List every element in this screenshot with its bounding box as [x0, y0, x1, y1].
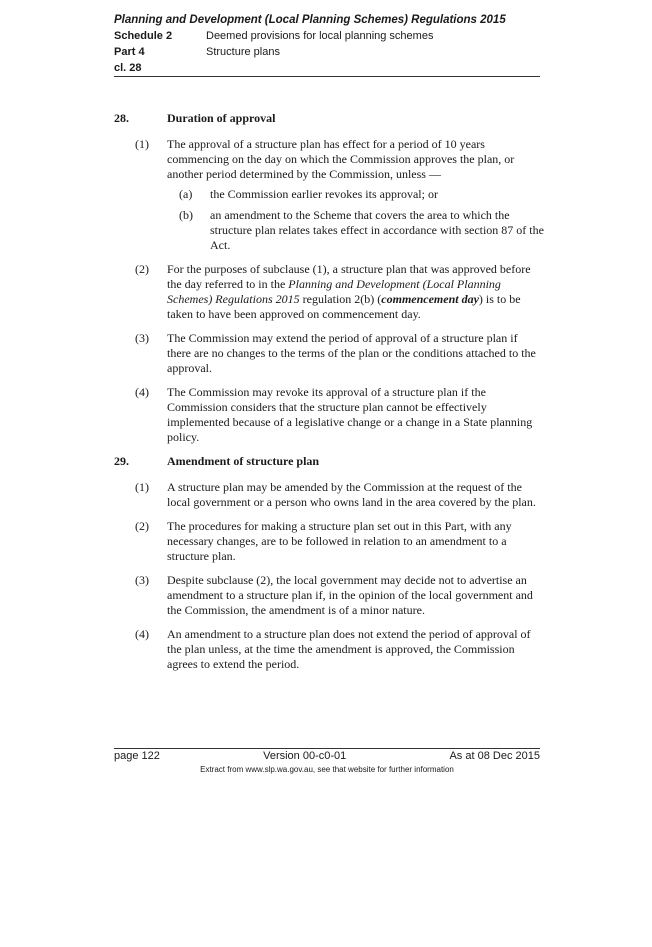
- header-clause-label: cl. 28: [114, 62, 142, 74]
- clause-title: Amendment of structure plan: [167, 454, 320, 468]
- subclause-number: (3): [135, 331, 149, 345]
- clause-28-subclause-2: [114, 262, 544, 322]
- subclause-number: (2): [135, 519, 149, 533]
- header-divider: [114, 76, 540, 77]
- clause-28-heading: [114, 111, 544, 128]
- subclause-text: [167, 262, 544, 322]
- clause-28-subclause-1: [114, 137, 544, 253]
- subclause-text-part: ) is to be taken to have been approved on commencement day.: [167, 292, 521, 321]
- clause-29-subclause-1: [114, 480, 544, 510]
- page-footer: [114, 749, 540, 763]
- subclause-text: The Commission may extend the period of approval of a structure plan if there are no changes to the terms of the plan or the conditions attached to the approval.: [167, 331, 536, 375]
- paragraph-number: (a): [179, 187, 193, 201]
- paragraph-text: the Commission earlier revokes its approval; or: [210, 187, 438, 201]
- clause-number: 29.: [114, 454, 129, 468]
- page-content: [114, 111, 544, 681]
- paragraph-text: an amendment to the Scheme that covers the area to which the structure plan relates takes effect in accordance with section 87 of the Act.: [210, 208, 544, 252]
- subclause-number: (1): [135, 480, 149, 494]
- page-number: page 122: [114, 750, 160, 762]
- clause-29-subclause-3: [114, 573, 544, 618]
- clause-number: 28.: [114, 111, 129, 125]
- subclause-text: The Commission may revoke its approval of a structure plan if the Commission considers that the structure plan cannot be effectively implemented because of a legislative change or a change in a State planning policy.: [167, 385, 533, 444]
- subclause-number: (2): [135, 262, 149, 276]
- defined-term: commencement day: [381, 292, 479, 306]
- subclause-number: (4): [135, 627, 149, 641]
- paragraph-number: (b): [179, 208, 193, 222]
- subclause-text-part: For the purposes of subclause (1), a structure plan that was approved before the day referred to in the: [167, 262, 531, 291]
- subclause-number: (3): [135, 573, 149, 587]
- header-part-text: Structure plans: [206, 46, 280, 58]
- footer-source-note: Extract from www.slp.wa.gov.au, see that website for further information: [200, 765, 454, 774]
- subclause-text: An amendment to a structure plan does not extend the period of approval of the plan unless, at the time the amendment is approved, the Commission agrees to extend the period.: [167, 627, 531, 671]
- subclause-text-part: regulation 2(b) (: [299, 292, 382, 306]
- header-schedule-text: Deemed provisions for local planning schemes: [206, 30, 434, 42]
- subclause-number: (4): [135, 385, 149, 399]
- clause-29-heading: [114, 454, 544, 471]
- subclause-number: (1): [135, 137, 149, 151]
- clause-28-subclause-4: [114, 385, 544, 445]
- subclause-text: Despite subclause (2), the local government may decide not to advertise an amendment to a structure plan if, in the opinion of the local government and the Commission, the amendment is of a minor nature.: [167, 573, 533, 617]
- header-part-label: Part 4: [114, 46, 145, 58]
- clause-title: Duration of approval: [167, 111, 276, 125]
- running-header: [114, 12, 540, 76]
- clause-29-subclause-2: [114, 519, 544, 564]
- header-schedule-row: [114, 28, 540, 44]
- regulation-title: Planning and Development (Local Planning Schemes) Regulations 2015: [114, 14, 506, 26]
- header-clause-row: [114, 60, 540, 76]
- header-schedule-label: Schedule 2: [114, 30, 173, 42]
- regulation-citation: Planning and Development (Local Planning Schemes) Regulations 2015: [167, 277, 501, 306]
- subclause-text: The procedures for making a structure plan set out in this Part, with any necessary changes, are to be followed in relation to an amendment to a structure plan.: [167, 519, 512, 563]
- version-label: Version 00-c0-01: [263, 750, 347, 762]
- subclause-text: A structure plan may be amended by the Commission at the request of the local government or a person who owns land in the area covered by the plan.: [167, 480, 536, 509]
- paragraph-a: [167, 187, 544, 202]
- header-part-row: [114, 44, 540, 60]
- clause-29-subclause-4: [114, 627, 544, 672]
- subclause-text: The approval of a structure plan has effect for a period of 10 years commencing on the day on which the Commission approves the plan, or another period determined by the Commission, unless —: [167, 137, 515, 181]
- clause-28-subclause-3: [114, 331, 544, 376]
- as-at-date: As at 08 Dec 2015: [449, 750, 540, 762]
- paragraph-b: [167, 208, 544, 253]
